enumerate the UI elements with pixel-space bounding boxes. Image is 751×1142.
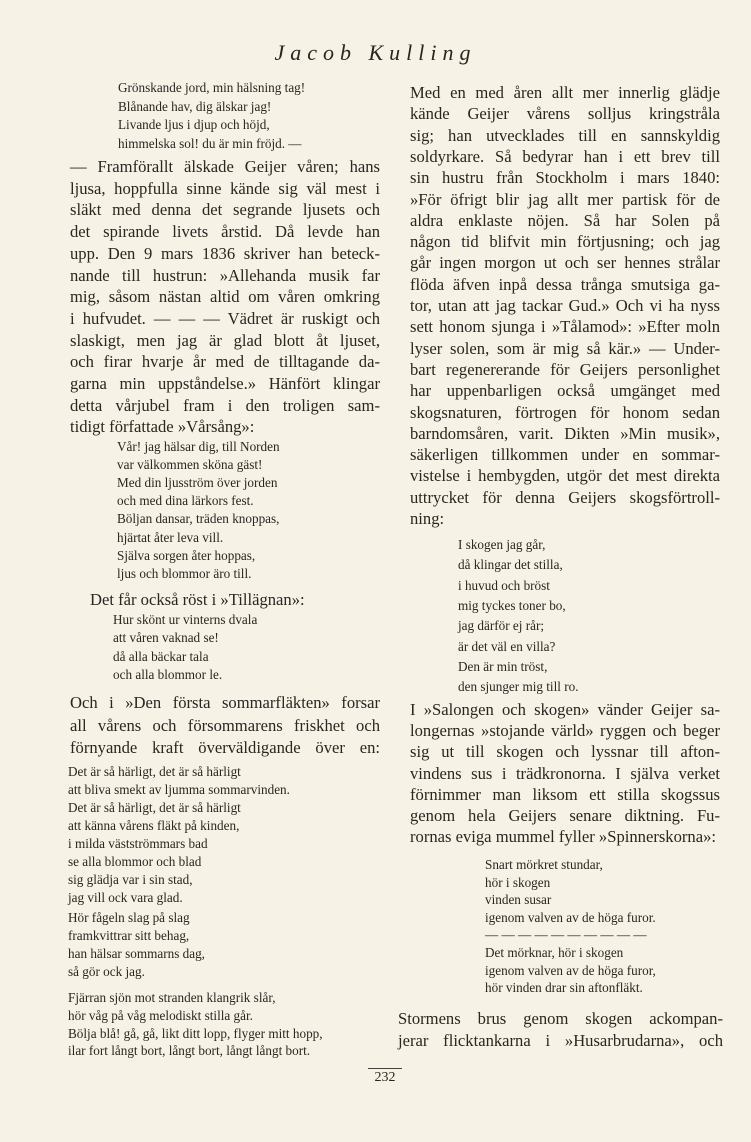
verse-line: hör våg på våg melodiskt stilla går. (68, 1007, 253, 1023)
text-line: rornas eviga mummel fyller »Spinnerskorna»: (410, 827, 716, 847)
text-line: garna min uppståndelse.» Hänfört klingar (70, 374, 380, 393)
text-line: all vårens och försommarens friskhet och (70, 715, 380, 735)
page-number: 232 (374, 1070, 396, 1085)
verse-line: ilar fort långt bort, långt bort, långt långt bort. (68, 1043, 311, 1059)
verse-line: Grönskande jord, min hälsning tag! (118, 80, 306, 95)
text-line: sett honom sjunga i »Tålamod»: »Efter moln (410, 317, 720, 337)
verse-line: igenom valven av de höga furor. (485, 909, 656, 925)
verse-line: Det är så härligt, det är så härligt (68, 800, 241, 815)
text-line: Och i »Den första sommarfläkten» forsar (70, 693, 380, 712)
verse-line: Vår! jag hälsar dig, till Norden (117, 439, 280, 454)
verse-line: Själva sorgen åter hoppas, (117, 547, 256, 563)
text-line: »För öfrigt blir jag allt mer partisk för de (410, 189, 720, 209)
verse-line: Fjärran sjön mot stranden klangrik slår, (68, 990, 276, 1005)
verse-line: framkvittrar sitt behag, (68, 928, 190, 943)
text-line: upp. Den 9 mars 1836 skriver han beteck- (70, 243, 380, 263)
text-line: mig, såsom nästan altid om våren omkring (70, 287, 380, 307)
verse-line: Livande ljus i djup och höjd, (118, 117, 270, 133)
text-line: Stormens brus genom skogen ackompan- (398, 1009, 723, 1028)
text-line: Det får också röst i »Tillägnan»: (90, 590, 305, 609)
text-line: kände Geijer vårens solljus kringstråla (410, 104, 720, 124)
verse-line: — — — — — — — — — — (485, 927, 647, 943)
text-line: I »Salongen och skogen» vänder Geijer sa- (410, 700, 720, 719)
text-line: förnimmer man liksom ett stilla skogssus (410, 784, 720, 804)
verse-line: jag därför ej rår; (458, 618, 545, 634)
running-title: Jacob Kulling (274, 40, 477, 65)
verse-line: den sjunger mig till ro. (458, 679, 579, 695)
text-line: tidigt författade »Vårsång»: (70, 417, 255, 437)
verse-line: Hör fågeln slag på slag (68, 910, 190, 925)
text-line: tor, utan att jag tackar Gud.» Och vi ha nyss (410, 296, 720, 315)
text-line: i hufvudet. — — — Vädret är ruskigt och (70, 308, 380, 328)
text-line: flöda äfven inpå dessa trånga smutsiga ga- (410, 274, 720, 294)
verse-line: i huvud och bröst (458, 577, 550, 593)
verse-line: vinden susar (485, 892, 552, 908)
verse-line: och alla blommor le. (113, 667, 223, 683)
verse-line: i milda västströmmars bad (68, 836, 208, 851)
text-line: uttrycket för denna Geijers skogsförtroll- (410, 487, 720, 507)
verse-line: och med dina lärkors fest. (117, 493, 254, 509)
text-line: soldyrkare. Så bedyrar han i ett brev till (410, 146, 720, 166)
text-line: bart regenererande för Geijers personlighet (410, 359, 720, 379)
text-line: Med en med åren allt mer innerlig glädje (410, 83, 720, 102)
verse-line: Det är så härligt, det är så härligt (68, 764, 241, 779)
verse-line: att känna vårens fläkt på kinden, (68, 818, 240, 833)
verse-line: att bliva smekt av ljumma sommarvinden. (68, 782, 290, 797)
text-line: ning: (410, 509, 445, 528)
text-line: genom hela Geijers senare diktning. Fu- (410, 806, 720, 825)
verse-line: igenom valven av de höga furor, (485, 962, 656, 978)
text-line: vistelse i hembygden, utgör det mest direkta (410, 466, 720, 486)
verse-line: ljus och blommor äro till. (117, 565, 252, 581)
verse-line: han hälsar sommarns dag, (68, 946, 205, 961)
verse-line: hjärtat åter leva vill. (117, 529, 224, 545)
verse-line: hör i skogen (485, 874, 551, 890)
text-line: longernas »stojande värld» ryggen och beger (410, 721, 720, 741)
verse-line: Snart mörkret stundar, (485, 857, 603, 872)
text-line: sig; han utvecklades till en sannskyldig (410, 125, 720, 145)
text-line: någon tid blifvit min förtjusning; och jag (410, 232, 720, 252)
text-line: barndomsåren, varit. Dikten »Min musik», (410, 423, 720, 443)
verse-line: Med din ljusström över jorden (117, 475, 278, 491)
verse-line: Den är min tröst, (458, 658, 548, 674)
text-line: nande till hustrun: »Allehanda musik far (70, 265, 380, 285)
text-line: och firar hvarje år med de tilltagande da- (70, 352, 380, 372)
verse-line: Bölja blå! gå, gå, likt ditt lopp, flyger mitt hopp, (68, 1025, 323, 1041)
text-line: detta vårjubel fram i den troligen sam- (70, 395, 380, 415)
text-line: har uppenbarligen också umgänget med (410, 381, 720, 401)
verse-line: då klingar det stilla, (458, 557, 563, 573)
text-line: det spirande livets årstid. Då levde han (70, 222, 380, 242)
text-line: förnyande kraft överväldigande över en: (70, 738, 380, 757)
verse-line: Blånande hav, dig älskar jag! (118, 98, 272, 114)
text-line: — Framförallt älskade Geijer våren; hans (70, 157, 380, 176)
text-line: aldra enklaste nöjen. Så har Solen på (410, 210, 720, 230)
verse-line: då alla bäckar tala (113, 648, 209, 664)
verse-line: så gör ock jag. (68, 964, 145, 979)
verse-line: jag vill ock vara glad. (68, 890, 183, 905)
verse-line: se alla blommor och blad (68, 854, 202, 869)
verse-line: Hur skönt ur vinterns dvala (113, 612, 258, 627)
text-line: säkerligen tillkommen under en sommar- (410, 445, 720, 465)
text-line: slaskigt, men jag är glad blott åt ljuset, (70, 330, 380, 350)
verse-line: är det väl en villa? (458, 638, 556, 654)
verse-line: var välkommen sköna gäst! (117, 457, 263, 473)
text-line: vindens sus i trädkronorna. I själva verket (410, 763, 720, 783)
page-number-rule (368, 1068, 402, 1069)
text-line: släkt med denna det segrande ljusets och (70, 200, 380, 220)
verse-line: Det mörknar, hör i skogen (485, 945, 624, 960)
verse-line: sig glädja var i sin stad, (68, 872, 193, 887)
text-line: sig ut till skogen och lyssnar till afton- (410, 742, 720, 762)
verse-line: att våren vaknad se! (113, 630, 219, 646)
verse-line: himmelska sol! du är min fröjd. — (118, 135, 302, 151)
text-line: går ingen morgon ut och ser hennes strålar (410, 253, 720, 273)
verse-line: hör vinden drar sin aftonfläkt. (485, 980, 643, 996)
text-line: sin hustru från Stockholm i mars 1840: (410, 168, 720, 188)
verse-line: I skogen jag går, (458, 537, 546, 552)
text-line: ljusa, hoppfulla sinne kände sig väl mest i (70, 178, 380, 198)
text-line: jerar flicktankarna i »Husarbrudarna», och (398, 1031, 723, 1050)
text-line: lyser solen, som är mig så kär.» — Under- (410, 338, 720, 358)
text-line: skogsnaturen, förtrogen för honom sedan (410, 402, 720, 422)
verse-line: mig tyckes toner bo, (458, 597, 566, 613)
verse-line: Böljan dansar, träden knoppas, (117, 511, 280, 527)
